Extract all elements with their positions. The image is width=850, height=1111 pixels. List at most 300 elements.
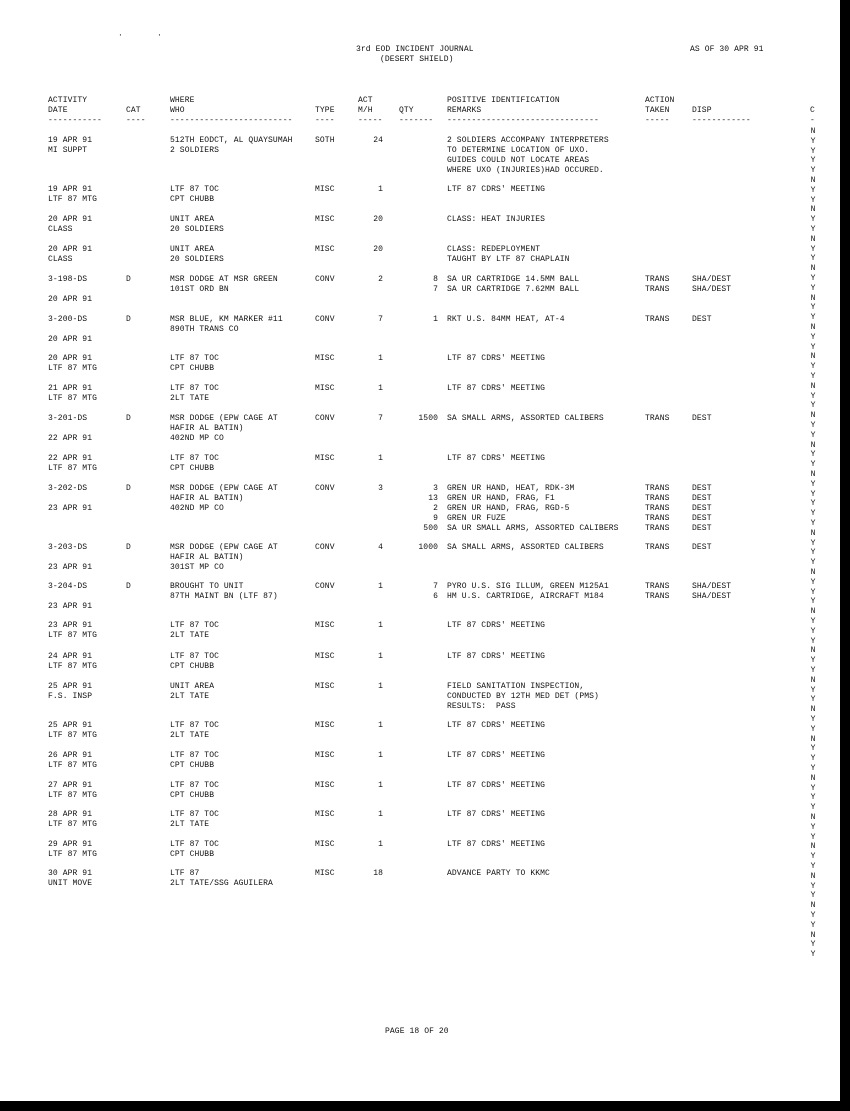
type-cell: MISC	[315, 682, 335, 691]
column-header-remarks: POSITIVE IDENTIFICATION	[447, 96, 560, 105]
remarks-cell: GREN UR HAND, FRAG, F1	[447, 494, 555, 503]
c-flag: Y	[810, 822, 816, 832]
activity-cell: 26 APR 91	[48, 751, 93, 760]
remarks-cell: LTF 87 CDRS' MEETING	[447, 652, 546, 661]
activity-cell: UNIT MOVE	[48, 879, 93, 888]
where-who-cell: 402ND MP CO	[170, 504, 224, 513]
remarks-cell: RESULTS: PASS	[447, 702, 516, 711]
where-who-cell: 2 SOLDIERS	[170, 146, 220, 155]
where-who-cell: MSR BLUE, KM MARKER #11	[170, 315, 283, 324]
remarks-cell: LTF 87 CDRS' MEETING	[447, 185, 546, 194]
type-cell: CONV	[315, 543, 335, 552]
c-flag: Y	[810, 862, 816, 871]
column-header-action: ACTION	[645, 96, 675, 105]
where-who-cell: 2LT TATE/SSG AGUILERA	[170, 879, 273, 888]
c-flag: N	[810, 675, 816, 685]
where-who-cell: LTF 87 TOC	[170, 384, 220, 393]
remarks-cell: GUIDES COULD NOT LOCATE AREAS	[447, 156, 590, 165]
c-flag: Y	[810, 950, 816, 960]
c-flag: Y	[810, 587, 816, 597]
where-who-cell: LTF 87 TOC	[170, 354, 220, 363]
type-cell: MISC	[315, 621, 335, 630]
activity-cell: 21 APR 91	[48, 384, 93, 393]
manhours-cell: 24	[373, 136, 383, 145]
c-flag: Y	[810, 852, 816, 862]
activity-cell: 23 APR 91	[48, 602, 93, 611]
where-who-cell: CPT CHUBB	[170, 850, 215, 859]
disposition-cell: DEST	[692, 514, 712, 523]
disposition-cell: DEST	[692, 484, 712, 493]
manhours-cell: 20	[373, 245, 383, 254]
activity-cell: 3-201-DS	[48, 414, 88, 423]
c-flag: N	[810, 323, 816, 332]
action-taken-cell: TRANS	[645, 524, 670, 533]
journal-title: 3rd EOD INCIDENT JOURNAL	[356, 45, 474, 54]
remarks-cell: LTF 87 CDRS' MEETING	[447, 354, 546, 363]
remarks-cell: LTF 87 CDRS' MEETING	[447, 621, 546, 630]
activity-cell: 20 APR 91	[48, 295, 93, 304]
c-flag: Y	[810, 489, 816, 499]
c-flag: Y	[810, 519, 816, 528]
activity-cell: 3-202-DS	[48, 484, 88, 493]
type-cell: CONV	[315, 275, 335, 284]
c-flag: Y	[810, 764, 816, 773]
remarks-cell: LTF 87 CDRS' MEETING	[447, 781, 546, 790]
activity-cell: LTF 87 MTG	[48, 761, 98, 770]
c-flag: N	[810, 470, 816, 479]
column-header-cat: ----	[126, 116, 146, 125]
quantity-cell: 1	[433, 315, 438, 324]
activity-cell: 3-198-DS	[48, 275, 88, 284]
column-header-action: -----	[645, 116, 670, 125]
quantity-cell: 7	[433, 582, 438, 591]
disposition-cell: DEST	[692, 315, 712, 324]
remarks-cell: LTF 87 CDRS' MEETING	[447, 810, 546, 819]
activity-cell: 23 APR 91	[48, 621, 93, 630]
where-who-cell: CPT CHUBB	[170, 662, 215, 671]
disposition-cell: SHA/DEST	[692, 285, 732, 294]
where-who-cell: HAFIR AL BATIN)	[170, 553, 244, 562]
action-taken-cell: TRANS	[645, 414, 670, 423]
manhours-cell: 1	[378, 454, 383, 463]
c-flag: Y	[810, 666, 816, 675]
quantity-cell: 2	[433, 504, 438, 513]
type-cell: MISC	[315, 245, 335, 254]
activity-cell: LTF 87 MTG	[48, 731, 98, 740]
where-who-cell: LTF 87 TOC	[170, 454, 220, 463]
c-flag: N	[810, 411, 816, 421]
type-cell: MISC	[315, 384, 335, 393]
remarks-cell: SA SMALL ARMS, ASSORTED CALIBERS	[447, 414, 604, 423]
activity-cell: LTF 87 MTG	[48, 820, 98, 829]
disposition-cell: DEST	[692, 543, 712, 552]
column-header-action: TAKEN	[645, 106, 670, 115]
category-cell: D	[126, 275, 131, 284]
activity-cell: 20 APR 91	[48, 335, 93, 344]
where-who-cell: LTF 87 TOC	[170, 840, 220, 849]
column-header-type: ----	[315, 116, 335, 125]
c-flag: Y	[810, 783, 816, 793]
c-flag: N	[810, 568, 816, 577]
type-cell: MISC	[315, 840, 335, 849]
category-cell: D	[126, 315, 131, 324]
column-header-disp: DISP	[692, 106, 712, 115]
remarks-cell: CLASS: REDEPLOYMENT	[447, 245, 541, 254]
c-flag: Y	[810, 940, 816, 950]
c-flag: Y	[810, 274, 816, 283]
c-flag: N	[810, 871, 816, 881]
c-flag: N	[810, 842, 816, 852]
c-flag: Y	[810, 832, 816, 842]
activity-cell: CLASS	[48, 255, 73, 264]
quantity-cell: 13	[428, 494, 438, 503]
c-flag: N	[810, 607, 816, 617]
type-cell: MISC	[315, 751, 335, 760]
remarks-cell: GREN UR HAND, FRAG, RGD-5	[447, 504, 570, 513]
c-flag: Y	[810, 146, 816, 156]
activity-cell: 3-203-DS	[48, 543, 88, 552]
c-flag: Y	[810, 136, 816, 146]
c-flag: Y	[810, 479, 816, 489]
c-flag: N	[810, 528, 816, 538]
where-who-cell: BROUGHT TO UNIT	[170, 582, 244, 591]
remarks-cell: FIELD SANITATION INSPECTION,	[447, 682, 585, 691]
type-cell: MISC	[315, 781, 335, 790]
remarks-cell: LTF 87 CDRS' MEETING	[447, 840, 546, 849]
c-flag: Y	[810, 225, 816, 234]
c-flag: Y	[810, 156, 816, 166]
where-who-cell: 20 SOLDIERS	[170, 225, 224, 234]
activity-cell: 3-204-DS	[48, 582, 88, 591]
manhours-cell: 20	[373, 215, 383, 224]
column-header-cat: CAT	[126, 106, 141, 115]
column-header-disp: ------------	[692, 116, 751, 125]
where-who-cell: LTF 87 TOC	[170, 751, 220, 760]
c-flag: Y	[810, 509, 816, 519]
manhours-cell: 1	[378, 840, 383, 849]
manhours-cell: 1	[378, 751, 383, 760]
remarks-cell: 2 SOLDIERS ACCOMPANY INTERPRETERS	[447, 136, 609, 145]
c-flag: Y	[810, 215, 816, 225]
c-flag: Y	[810, 803, 816, 813]
c-flag: Y	[810, 499, 816, 509]
disposition-cell: DEST	[692, 414, 712, 423]
remarks-cell: TO DETERMINE LOCATION OF UXO.	[447, 146, 590, 155]
c-flag: N	[810, 234, 816, 244]
c-flag: Y	[810, 715, 816, 724]
scan-speck: ·	[118, 31, 123, 40]
where-who-cell: CPT CHUBB	[170, 761, 215, 770]
where-who-cell: 512TH EODCT, AL QUAYSUMAH	[170, 136, 293, 145]
where-who-cell: CPT CHUBB	[170, 791, 215, 800]
journal-subtitle: (DESERT SHIELD)	[380, 55, 454, 64]
c-flag: Y	[810, 754, 816, 764]
c-flag: Y	[810, 430, 816, 440]
action-taken-cell: TRANS	[645, 484, 670, 493]
where-who-cell: 2LT TATE	[170, 731, 210, 740]
remarks-cell: SA UR CARTRIDGE 7.62MM BALL	[447, 285, 580, 294]
where-who-cell: 890TH TRANS CO	[170, 325, 239, 334]
scan-border-bottom	[0, 1101, 850, 1111]
manhours-cell: 1	[378, 810, 383, 819]
scan-speck: ·	[157, 31, 162, 40]
where-who-cell: 101ST ORD BN	[170, 285, 229, 294]
where-who-cell: CPT CHUBB	[170, 364, 215, 373]
remarks-cell: SA UR CARTRIDGE 14.5MM BALL	[447, 275, 580, 284]
where-who-cell: 2LT TATE	[170, 631, 210, 640]
remarks-cell: CONDUCTED BY 12TH MED DET (PMS)	[447, 692, 599, 701]
where-who-cell: CPT CHUBB	[170, 195, 215, 204]
column-header-remarks: -------------------------------	[447, 116, 599, 125]
column-header-where: WHERE	[170, 96, 195, 105]
c-flag: Y	[810, 185, 816, 195]
activity-cell: LTF 87 MTG	[48, 631, 98, 640]
remarks-cell: CLASS: HEAT INJURIES	[447, 215, 546, 224]
c-flag: Y	[810, 617, 816, 626]
c-flag: Y	[810, 421, 816, 430]
action-taken-cell: TRANS	[645, 504, 670, 513]
where-who-cell: UNIT AREA	[170, 245, 215, 254]
where-who-cell: LTF 87 TOC	[170, 621, 220, 630]
type-cell: CONV	[315, 414, 335, 423]
type-cell: MISC	[315, 869, 335, 878]
remarks-cell: RKT U.S. 84MM HEAT, AT-4	[447, 315, 565, 324]
c-flag: Y	[810, 685, 816, 695]
category-cell: D	[126, 543, 131, 552]
activity-cell: 23 APR 91	[48, 504, 93, 513]
c-flag: Y	[810, 401, 816, 411]
activity-cell: 25 APR 91	[48, 682, 93, 691]
where-who-cell: 20 SOLDIERS	[170, 255, 224, 264]
activity-cell: 19 APR 91	[48, 136, 93, 145]
column-header-c: C	[810, 106, 815, 115]
column-header-activity: -----------	[48, 116, 102, 125]
manhours-cell: 1	[378, 652, 383, 661]
activity-cell: F.S. INSP	[48, 692, 93, 701]
remarks-cell: GREN UR HAND, HEAT, RDK-3M	[447, 484, 575, 493]
c-flag: Y	[810, 195, 816, 205]
c-flag: N	[810, 352, 816, 362]
remarks-cell: TAUGHT BY LTF 87 CHAPLAIN	[447, 255, 570, 264]
category-cell: D	[126, 484, 131, 493]
where-who-cell: UNIT AREA	[170, 215, 215, 224]
quantity-cell: 9	[433, 514, 438, 523]
where-who-cell: LTF 87 TOC	[170, 721, 220, 730]
where-who-cell: LTF 87 TOC	[170, 185, 220, 194]
c-flag: Y	[810, 391, 816, 401]
c-flag: Y	[810, 881, 816, 891]
where-who-cell: LTF 87 TOC	[170, 781, 220, 790]
remarks-cell: LTF 87 CDRS' MEETING	[447, 721, 546, 730]
action-taken-cell: TRANS	[645, 494, 670, 503]
type-cell: SOTH	[315, 136, 335, 145]
activity-cell: LTF 87 MTG	[48, 394, 98, 403]
where-who-cell: 2LT TATE	[170, 820, 210, 829]
remarks-cell: LTF 87 CDRS' MEETING	[447, 384, 546, 393]
remarks-cell: WHERE UXO (INJURIES)HAD OCCURED.	[447, 166, 604, 175]
c-flag: N	[810, 127, 816, 136]
category-cell: D	[126, 582, 131, 591]
activity-cell: 20 APR 91	[48, 245, 93, 254]
remarks-cell: HM U.S. CARTRIDGE, AIRCRAFT M184	[447, 592, 604, 601]
activity-cell: LTF 87 MTG	[48, 791, 98, 800]
manhours-cell: 4	[378, 543, 383, 552]
c-flag: Y	[810, 244, 816, 254]
action-taken-cell: TRANS	[645, 582, 670, 591]
scan-border-right	[840, 0, 850, 1111]
c-flag: Y	[810, 558, 816, 568]
c-flag: Y	[810, 362, 816, 372]
manhours-cell: 18	[373, 869, 383, 878]
where-who-cell: HAFIR AL BATIN)	[170, 424, 244, 433]
c-flag: Y	[810, 372, 816, 381]
manhours-cell: 1	[378, 721, 383, 730]
c-flag: N	[810, 813, 816, 822]
where-who-cell: 402ND MP CO	[170, 434, 224, 443]
c-flag: Y	[810, 911, 816, 920]
activity-cell: 3-200-DS	[48, 315, 88, 324]
activity-cell: LTF 87 MTG	[48, 195, 98, 204]
action-taken-cell: TRANS	[645, 285, 670, 294]
column-header-activity: ACTIVITY	[48, 96, 88, 105]
c-flag: N	[810, 930, 816, 940]
c-flag: Y	[810, 597, 816, 607]
c-flag: Y	[810, 656, 816, 666]
activity-cell: MI SUPPT	[48, 146, 88, 155]
type-cell: MISC	[315, 185, 335, 194]
disposition-cell: SHA/DEST	[692, 275, 732, 284]
type-cell: MISC	[315, 215, 335, 224]
activity-cell: 30 APR 91	[48, 869, 93, 878]
activity-cell: 24 APR 91	[48, 652, 93, 661]
c-flag: Y	[810, 332, 816, 342]
c-flag: Y	[810, 724, 816, 734]
where-who-cell: MSR DODGE (EPW CAGE AT	[170, 484, 278, 493]
c-flag: Y	[810, 695, 816, 705]
type-cell: MISC	[315, 652, 335, 661]
quantity-cell: 3	[433, 484, 438, 493]
type-cell: CONV	[315, 582, 335, 591]
c-flag: N	[810, 293, 816, 303]
c-flag: N	[810, 773, 816, 783]
c-flag: Y	[810, 548, 816, 558]
activity-cell: LTF 87 MTG	[48, 850, 98, 859]
activity-cell: 20 APR 91	[48, 354, 93, 363]
c-flag: Y	[810, 166, 816, 176]
activity-cell: LTF 87 MTG	[48, 364, 98, 373]
quantity-cell: 6	[433, 592, 438, 601]
c-flag: Y	[810, 744, 816, 754]
c-flag: Y	[810, 313, 816, 323]
action-taken-cell: TRANS	[645, 592, 670, 601]
c-flag: Y	[810, 538, 816, 548]
c-flag: N	[810, 734, 816, 744]
action-taken-cell: TRANS	[645, 275, 670, 284]
remarks-cell: GREN UR FUZE	[447, 514, 506, 523]
page-number: PAGE 18 OF 20	[385, 1027, 449, 1036]
as-of-date: AS OF 30 APR 91	[690, 45, 764, 54]
column-header-act: M/H	[358, 106, 373, 115]
activity-cell: 27 APR 91	[48, 781, 93, 790]
where-who-cell: 301ST MP CO	[170, 563, 224, 572]
c-flag: Y	[810, 450, 816, 460]
activity-cell: 20 APR 91	[48, 215, 93, 224]
c-flag: N	[810, 646, 816, 656]
c-flag: Y	[810, 342, 816, 352]
category-cell: D	[126, 414, 131, 423]
where-who-cell: 87TH MAINT BN (LTF 87)	[170, 592, 278, 601]
type-cell: CONV	[315, 315, 335, 324]
c-flag: Y	[810, 891, 816, 901]
c-flag: Y	[810, 636, 816, 646]
column-header-qty: QTY	[399, 106, 414, 115]
manhours-cell: 1	[378, 354, 383, 363]
column-header-c: -	[810, 116, 815, 125]
where-who-cell: 2LT TATE	[170, 692, 210, 701]
activity-cell: 19 APR 91	[48, 185, 93, 194]
quantity-cell: 7	[433, 285, 438, 294]
type-cell: CONV	[315, 484, 335, 493]
column-header-activity: DATE	[48, 106, 68, 115]
column-header-act: -----	[358, 116, 383, 125]
column-header-remarks: REMARKS	[447, 106, 482, 115]
disposition-cell: SHA/DEST	[692, 582, 732, 591]
remarks-cell: SA SMALL ARMS, ASSORTED CALIBERS	[447, 543, 604, 552]
c-flag: Y	[810, 920, 816, 930]
c-flag: N	[810, 176, 816, 185]
action-taken-cell: TRANS	[645, 543, 670, 552]
quantity-cell: 500	[423, 524, 438, 533]
c-flag: Y	[810, 626, 816, 636]
type-cell: MISC	[315, 454, 335, 463]
c-flag: Y	[810, 460, 816, 470]
activity-cell: CLASS	[48, 225, 73, 234]
where-who-cell: 2LT TATE	[170, 394, 210, 403]
quantity-cell: 1500	[418, 414, 438, 423]
where-who-cell: HAFIR AL BATIN)	[170, 494, 244, 503]
c-flag: Y	[810, 283, 816, 293]
remarks-cell: LTF 87 CDRS' MEETING	[447, 751, 546, 760]
disposition-cell: DEST	[692, 524, 712, 533]
where-who-cell: MSR DODGE (EPW CAGE AT	[170, 414, 278, 423]
where-who-cell: LTF 87	[170, 869, 200, 878]
activity-cell: 29 APR 91	[48, 840, 93, 849]
activity-cell: 25 APR 91	[48, 721, 93, 730]
where-who-cell: MSR DODGE AT MSR GREEN	[170, 275, 278, 284]
where-who-cell: UNIT AREA	[170, 682, 215, 691]
remarks-cell: ADVANCE PARTY TO KKMC	[447, 869, 550, 878]
type-cell: MISC	[315, 721, 335, 730]
column-header-where: -------------------------	[170, 116, 293, 125]
manhours-cell: 1	[378, 781, 383, 790]
manhours-cell: 7	[378, 414, 383, 423]
manhours-cell: 2	[378, 275, 383, 284]
manhours-cell: 1	[378, 621, 383, 630]
activity-cell: 22 APR 91	[48, 434, 93, 443]
where-who-cell: MSR DODGE (EPW CAGE AT	[170, 543, 278, 552]
type-cell: MISC	[315, 810, 335, 819]
c-flag: N	[810, 440, 816, 450]
c-flag: N	[810, 705, 816, 715]
c-flag: N	[810, 264, 816, 274]
c-flag: Y	[810, 577, 816, 587]
column-header-type: TYPE	[315, 106, 335, 115]
c-flag: N	[810, 901, 816, 911]
column-header-where: WHO	[170, 106, 185, 115]
remarks-cell: LTF 87 CDRS' MEETING	[447, 454, 546, 463]
manhours-cell: 1	[378, 185, 383, 194]
action-taken-cell: TRANS	[645, 315, 670, 324]
